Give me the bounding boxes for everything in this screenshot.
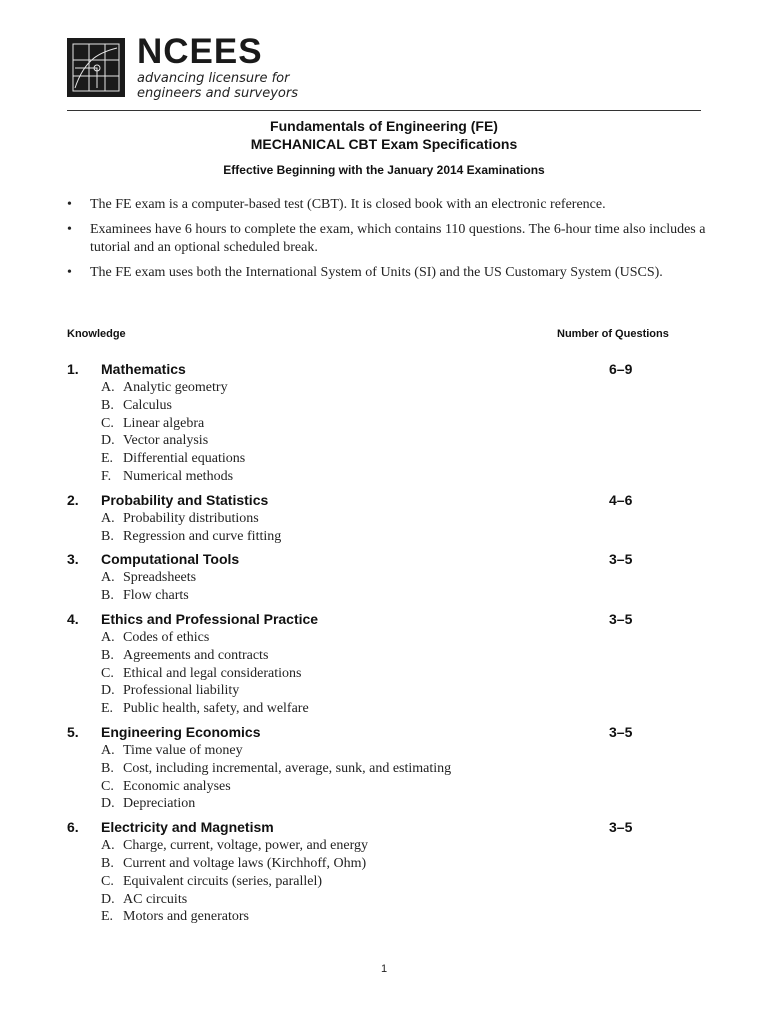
subtopic-text: Differential equations (123, 451, 246, 467)
subtopic-letter: C. (101, 415, 114, 431)
subtopic-letter: C. (101, 778, 114, 794)
subtopic-letter: F. (101, 468, 112, 484)
bullet-text: The FE exam is a computer-based test (CBT). It is closed book with an electronic reference. (90, 197, 606, 212)
knowledge-section (67, 723, 707, 813)
subtopic-letter: D. (101, 796, 115, 812)
bullet-text: Examinees have 6 hours to complete the exam, which contains 110 questions. The 6-hour time also includes a tutorial and an optional scheduled break. (90, 222, 706, 255)
section-question-count: 3–5 (609, 819, 633, 836)
knowledge-section (67, 360, 707, 486)
subtopic-item (67, 587, 707, 605)
subtopic-item (67, 665, 707, 683)
section-heading (67, 360, 707, 379)
subtopic-letter: E. (101, 909, 114, 925)
section-number: 6. (67, 819, 79, 836)
subtopic-item (67, 450, 707, 468)
subtopic-text: Public health, safety, and welfare (123, 701, 309, 717)
tagline-line-2: engineers and surveyors (137, 86, 298, 101)
header-divider (67, 110, 701, 111)
subtopic-letter: A. (101, 742, 115, 758)
subtopic-text: Vector analysis (123, 433, 209, 449)
subtopic-letter: D. (101, 891, 115, 907)
subtopic-text: Regression and curve fitting (123, 528, 282, 544)
section-title: Electricity and Magnetism (101, 819, 274, 836)
knowledge-areas (67, 360, 707, 931)
subtopic-item (67, 760, 707, 778)
section-title: Ethics and Professional Practice (101, 610, 319, 627)
subtopic-item (67, 778, 707, 796)
subtopic-text: Calculus (123, 397, 172, 413)
subtopic-letter: D. (101, 433, 115, 449)
subtopic-text: Motors and generators (123, 909, 249, 925)
document-subtitle: MECHANICAL CBT Exam Specifications (250, 136, 518, 152)
subtopic-text: Equivalent circuits (series, parallel) (123, 873, 323, 889)
subtopic-text: Agreements and contracts (123, 647, 269, 663)
subtopic-text: Codes of ethics (123, 629, 210, 645)
section-question-count: 3–5 (609, 723, 633, 740)
subtopic-text: Linear algebra (123, 415, 205, 431)
subtopic-text: Analytic geometry (123, 380, 228, 395)
subtopic-text: Cost, including incremental, average, sunk, and estimating (123, 760, 452, 776)
section-title: Mathematics (101, 361, 186, 377)
subtopic-letter: B. (101, 855, 114, 871)
subtopic-text: Numerical methods (123, 468, 234, 484)
subtopic-letter: B. (101, 647, 114, 663)
subtopic-item (67, 795, 707, 813)
section-number: 5. (67, 723, 79, 740)
ncees-logo-icon (67, 38, 125, 97)
knowledge-section (67, 818, 707, 926)
subtopic-letter: C. (101, 873, 114, 889)
exam-info-list (67, 196, 707, 289)
bullet-marker: • (67, 265, 72, 280)
subtopic-text: Economic analyses (123, 778, 231, 794)
brand-tagline (137, 71, 298, 101)
subtopic-item (67, 510, 707, 528)
effective-date-note: Effective Beginning with the January 2014 Examinations (223, 163, 545, 177)
subtopic-item (67, 891, 707, 909)
knowledge-section (67, 550, 707, 605)
section-number: 1. (67, 361, 79, 377)
subtopic-item (67, 379, 707, 397)
subtopic-letter: E. (101, 451, 114, 467)
subtopic-item (67, 647, 707, 665)
subtopic-text: Spreadsheets (123, 570, 197, 586)
section-title: Computational Tools (101, 551, 240, 568)
subtopic-letter: A. (101, 838, 115, 854)
knowledge-section (67, 491, 707, 546)
subtopic-item (67, 682, 707, 700)
subtopic-item (67, 873, 707, 891)
subtopic-text: Depreciation (123, 796, 196, 812)
bullet-marker: • (67, 197, 72, 212)
subtopic-text: Ethical and legal considerations (123, 665, 302, 681)
section-heading (67, 723, 707, 742)
subtopic-text: Probability distributions (123, 510, 259, 526)
subtopic-item (67, 742, 707, 760)
section-number: 2. (67, 491, 79, 508)
section-heading (67, 610, 707, 629)
section-question-count: 4–6 (609, 491, 633, 508)
section-number: 4. (67, 610, 79, 627)
subtopic-text: Charge, current, voltage, power, and energy (123, 838, 368, 854)
bullet-text: The FE exam uses both the International System of Units (SI) and the US Customary System (USCS). (90, 265, 663, 280)
exam-info-bullet (67, 221, 707, 257)
subtopic-text: Current and voltage laws (Kirchhoff, Ohm) (123, 855, 367, 871)
question-count-column-header: Number of Questions (557, 328, 669, 340)
exam-info-bullet (67, 196, 707, 214)
subtopic-item (67, 569, 707, 587)
page-number: 1 (380, 963, 388, 975)
subtopic-item (67, 837, 707, 855)
subtopic-item (67, 629, 707, 647)
subtopic-item (67, 468, 707, 486)
subtopic-letter: A. (101, 570, 115, 586)
subtopic-item (67, 415, 707, 433)
subtopic-letter: E. (101, 701, 114, 717)
exam-info-bullet (67, 264, 707, 282)
subtopic-item (67, 397, 707, 415)
section-heading (67, 818, 707, 837)
section-title: Probability and Statistics (101, 491, 269, 508)
brand-name: NCEES (137, 32, 263, 71)
knowledge-column-header: Knowledge (67, 328, 126, 340)
tagline-line-1: advancing licensure for (137, 71, 290, 86)
subtopic-item (67, 855, 707, 873)
subtopic-letter: B. (101, 760, 114, 776)
subtopic-text: AC circuits (123, 891, 188, 907)
section-question-count: 6–9 (609, 361, 633, 377)
subtopic-text: Professional liability (123, 683, 240, 699)
knowledge-section (67, 610, 707, 718)
bullet-marker: • (67, 222, 72, 237)
subtopic-letter: B. (101, 528, 114, 544)
subtopic-letter: D. (101, 683, 115, 699)
subtopic-letter: B. (101, 588, 114, 604)
subtopic-letter: C. (101, 665, 114, 681)
document-title: Fundamentals of Engineering (FE) (270, 118, 498, 134)
subtopic-item (67, 528, 707, 546)
subtopic-item (67, 432, 707, 450)
subtopic-letter: A. (101, 629, 115, 645)
section-heading (67, 550, 707, 569)
subtopic-letter: A. (101, 380, 115, 395)
section-question-count: 3–5 (609, 610, 633, 627)
subtopic-letter: A. (101, 510, 115, 526)
subtopic-text: Flow charts (123, 588, 189, 604)
subtopic-text: Time value of money (123, 742, 243, 758)
section-heading (67, 491, 707, 510)
section-question-count: 3–5 (609, 551, 633, 568)
section-title: Engineering Economics (101, 723, 261, 740)
subtopic-letter: B. (101, 397, 114, 413)
subtopic-item (67, 700, 707, 718)
subtopic-item (67, 908, 707, 926)
section-number: 3. (67, 551, 79, 568)
